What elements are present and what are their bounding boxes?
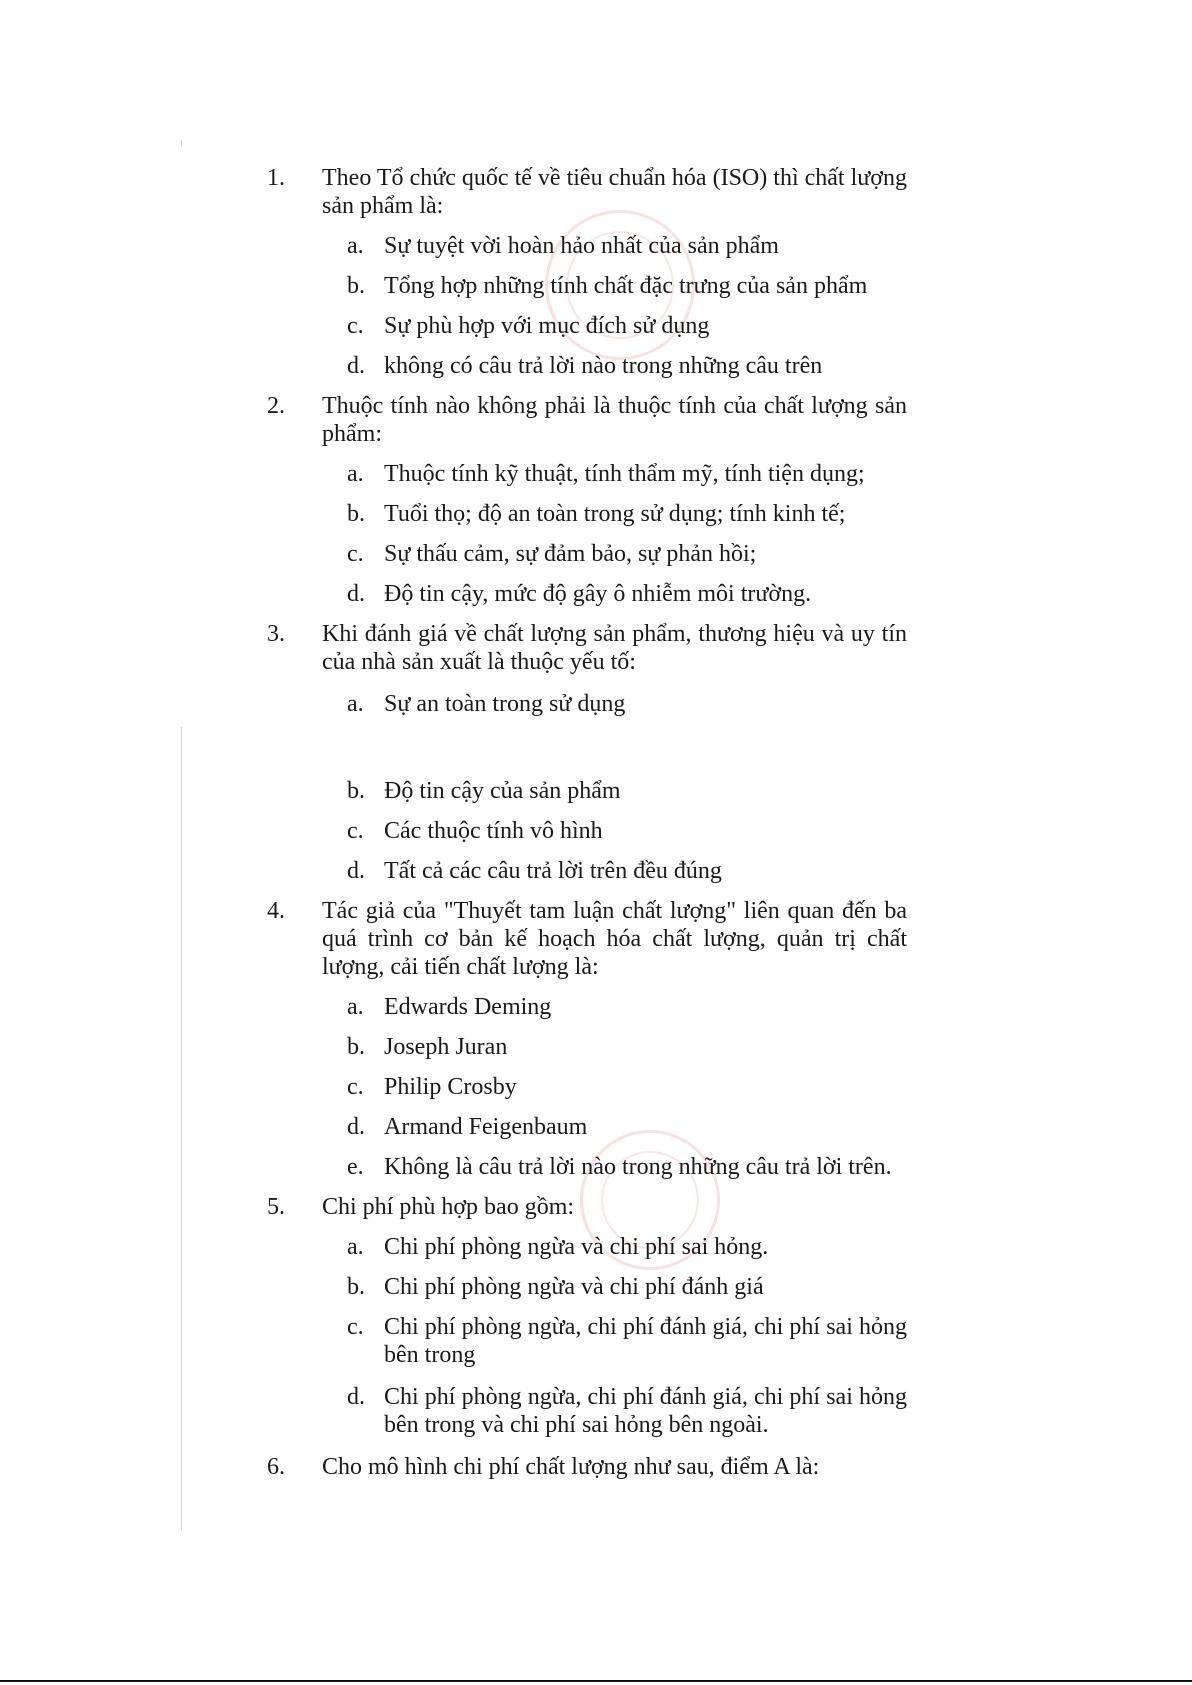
- option-letter: b.: [347, 273, 365, 299]
- option-letter: b.: [347, 1034, 365, 1060]
- option-letter: a.: [347, 1234, 364, 1260]
- question-text: Tác giả của "Thuyết tam luận chất lượng" liên quan đến ba quá trình cơ bản kế hoạch hóa chất lượng, quản trị chất lượng, cải tiến chất lượng là:: [322, 898, 907, 980]
- question-4: [267, 897, 907, 981]
- option-4b: [347, 1033, 907, 1061]
- option-text: Edwards Deming: [384, 994, 552, 1020]
- option-2a: [347, 460, 907, 488]
- option-5a: [347, 1233, 907, 1261]
- option-text: Độ tin cậy, mức độ gây ô nhiễm môi trường.: [384, 581, 812, 607]
- option-letter: b.: [347, 1274, 365, 1300]
- option-letter: d.: [347, 353, 365, 379]
- option-text: Tất cả các câu trả lời trên đều đúng: [384, 858, 722, 884]
- option-4c: [347, 1073, 907, 1101]
- option-letter: d.: [347, 1384, 365, 1410]
- option-5d: [347, 1383, 907, 1439]
- option-letter: b.: [347, 501, 365, 527]
- option-text: Không là câu trả lời nào trong những câu trả lời trên.: [384, 1154, 892, 1180]
- option-letter: d.: [347, 1114, 365, 1140]
- question-5: [267, 1193, 907, 1221]
- question-number: 1.: [267, 165, 285, 191]
- option-letter: c.: [347, 541, 364, 567]
- question-number: 2.: [267, 393, 285, 419]
- option-text: Chi phí phòng ngừa và chi phí đánh giá: [384, 1274, 764, 1300]
- option-letter: c.: [347, 1314, 364, 1340]
- option-3c: [347, 817, 907, 845]
- scan-bottom-edge: [0, 1680, 1192, 1682]
- option-text: Tuổi thọ; độ an toàn trong sử dụng; tính kinh tế;: [384, 501, 846, 527]
- option-4e: [347, 1153, 907, 1181]
- option-5b: [347, 1273, 907, 1301]
- scan-artifact: [181, 140, 182, 146]
- option-3d: [347, 857, 907, 885]
- question-1: [267, 164, 907, 220]
- question-text: Thuộc tính nào không phải là thuộc tính của chất lượng sản phẩm:: [322, 393, 907, 447]
- option-letter: d.: [347, 858, 365, 884]
- question-number: 3.: [267, 621, 285, 647]
- option-text: Tổng hợp những tính chất đặc trưng của sản phẩm: [384, 273, 868, 299]
- option-text: Philip Crosby: [384, 1074, 517, 1100]
- option-text: Thuộc tính kỹ thuật, tính thẩm mỹ, tính tiện dụng;: [384, 461, 865, 487]
- option-text: không có câu trả lời nào trong những câu trên: [384, 353, 823, 379]
- question-text: Theo Tổ chức quốc tế về tiêu chuẩn hóa (ISO) thì chất lượng sản phẩm là:: [322, 165, 907, 219]
- question-3: [267, 620, 907, 676]
- option-letter: a.: [347, 994, 364, 1020]
- option-letter: a.: [347, 461, 364, 487]
- option-letter: a.: [347, 233, 364, 259]
- option-2b: [347, 500, 907, 528]
- option-2c: [347, 540, 907, 568]
- option-text: Sự phù hợp với mục đích sử dụng: [384, 313, 710, 339]
- option-letter: e.: [347, 1154, 364, 1180]
- option-3a: [347, 690, 907, 718]
- option-text: Chi phí phòng ngừa, chi phí đánh giá, chi phí sai hỏng bên trong và chi phí sai hỏng bên ngoài.: [384, 1384, 907, 1438]
- option-4d: [347, 1113, 907, 1141]
- option-text: Armand Feigenbaum: [384, 1114, 588, 1140]
- option-1c: [347, 312, 907, 340]
- option-text: Độ tin cậy của sản phẩm: [384, 778, 621, 804]
- option-4a: [347, 993, 907, 1021]
- option-1a: [347, 232, 907, 260]
- option-1b: [347, 272, 907, 300]
- option-letter: b.: [347, 778, 365, 804]
- option-text: Chi phí phòng ngừa, chi phí đánh giá, chi phí sai hỏng bên trong: [384, 1314, 907, 1368]
- question-text: Chi phí phù hợp bao gồm:: [322, 1194, 575, 1220]
- option-letter: d.: [347, 581, 365, 607]
- question-text: Cho mô hình chi phí chất lượng như sau, điểm A là:: [322, 1454, 820, 1480]
- option-letter: c.: [347, 1074, 364, 1100]
- question-2: [267, 392, 907, 448]
- option-1d: [347, 352, 907, 380]
- question-text: Khi đánh giá về chất lượng sản phẩm, thương hiệu và uy tín của nhà sản xuất là thuộc yếu tố:: [322, 621, 907, 675]
- question-number: 6.: [267, 1454, 285, 1480]
- option-letter: c.: [347, 313, 364, 339]
- option-letter: a.: [347, 691, 364, 717]
- question-number: 4.: [267, 898, 285, 924]
- option-letter: c.: [347, 818, 364, 844]
- question-6: [267, 1453, 907, 1481]
- option-text: Chi phí phòng ngừa và chi phí sai hỏng.: [384, 1234, 769, 1260]
- option-text: Joseph Juran: [384, 1034, 508, 1060]
- option-3b: [347, 777, 907, 805]
- option-text: Sự an toàn trong sử dụng: [384, 691, 626, 717]
- scan-edge-line: [181, 727, 182, 1530]
- option-text: Sự thấu cảm, sự đảm bảo, sự phản hồi;: [384, 541, 757, 567]
- question-number: 5.: [267, 1194, 285, 1220]
- option-5c: [347, 1313, 907, 1369]
- option-text: Sự tuyệt vời hoàn hảo nhất của sản phẩm: [384, 233, 779, 259]
- option-2d: [347, 580, 907, 608]
- option-text: Các thuộc tính vô hình: [384, 818, 603, 844]
